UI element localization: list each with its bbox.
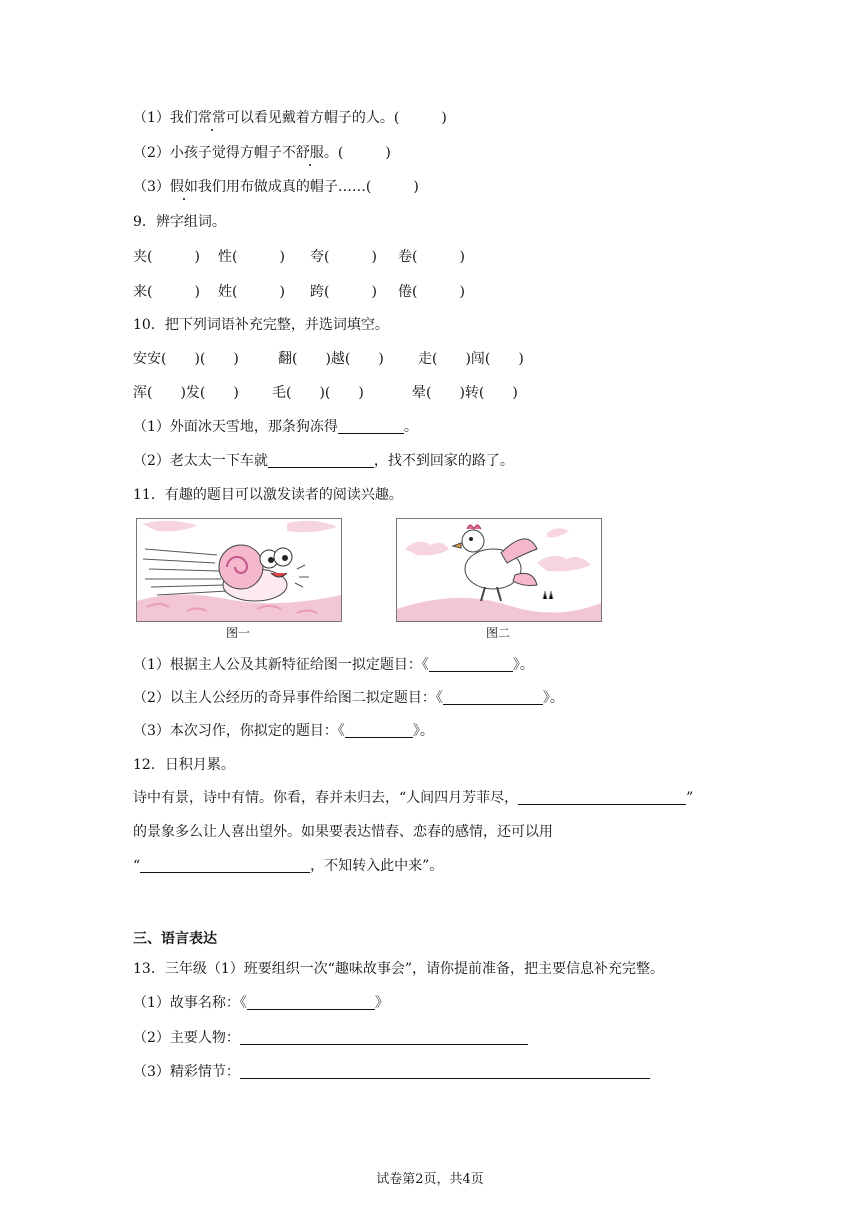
q10-sentence-2: （2）老太太一下车就 ，找不到回家的路了。 bbox=[133, 453, 514, 469]
q10-r1-c1[interactable]: 安安( )( ) bbox=[133, 351, 239, 367]
q13-title: 13．三年级（1）班要组织一次“趣味故事会”，请你提前准备，把主要信息补充完整。 bbox=[133, 961, 665, 977]
q11-title: 11．有趣的题目可以激发读者的阅读兴趣。 bbox=[133, 487, 403, 503]
q9-r2-c3[interactable]: 跨( ) bbox=[310, 284, 377, 300]
dotted-word: 舒服 bbox=[295, 145, 324, 161]
q10-r1-c2[interactable]: 翻( )越( ) bbox=[278, 351, 384, 367]
q12-line-3: “ ，不知转入此中来”。 bbox=[133, 858, 444, 874]
q12-title: 12．日积月累。 bbox=[133, 757, 235, 773]
q9-r2-c2[interactable]: 姓( ) bbox=[218, 284, 285, 300]
q8-item-2: （2）小孩子觉得方帽子不舒服。( ) bbox=[133, 145, 391, 161]
q9-r2-c1[interactable]: 来( ) bbox=[133, 284, 200, 300]
q13-item-1: （1）故事名称：《 》 bbox=[133, 995, 389, 1011]
answer-blank[interactable] bbox=[140, 858, 310, 873]
q13-item-2: （2）主要人物： bbox=[133, 1028, 528, 1048]
answer-blank[interactable] bbox=[345, 723, 413, 738]
q12-line-2: 的景象多么让人喜出望外。如果要表达惜春、恋春的感情，还可以用 bbox=[133, 824, 553, 840]
q13-item-3: （3）精彩情节： bbox=[133, 1062, 650, 1082]
figure-1-snail bbox=[136, 518, 342, 622]
q10-title: 10．把下列词语补充完整，并选词填空。 bbox=[133, 317, 389, 333]
answer-blank[interactable] bbox=[429, 657, 513, 672]
dotted-word: 假如 bbox=[169, 179, 198, 195]
q9-r2-c4[interactable]: 倦( ) bbox=[398, 284, 465, 300]
answer-blank[interactable] bbox=[338, 419, 404, 434]
q8-item-1: （1）我们常常可以看见戴着方帽子的人。( ) bbox=[133, 110, 447, 126]
q9-r1-c4[interactable]: 卷( ) bbox=[398, 249, 465, 265]
dotted-word: 常常 bbox=[197, 110, 226, 126]
q9-r1-c1[interactable]: 夹( ) bbox=[133, 249, 200, 265]
q12-line-1: 诗中有景，诗中有情。你看，春并未归去，“人间四月芳菲尽， ” bbox=[133, 790, 694, 806]
q9-r1-c2[interactable]: 性( ) bbox=[218, 249, 285, 265]
figure-1-caption: 图一 bbox=[226, 626, 251, 640]
figure-2-caption: 图二 bbox=[486, 626, 511, 640]
q8-item-3: （3）假如我们用布做成真的帽子……( ) bbox=[133, 179, 419, 195]
q11-sentence-2: （2）以主人公经历的奇异事件给图二拟定题目：《 》。 bbox=[133, 690, 564, 706]
figure-2-rooster bbox=[396, 518, 602, 622]
section-heading: 三、语言表达 bbox=[133, 931, 217, 947]
page-footer: 试卷第2页，共4页 bbox=[376, 1172, 484, 1187]
q11-sentence-1: （1）根据主人公及其新特征给图一拟定题目：《 》。 bbox=[133, 657, 534, 673]
q10-r1-c3[interactable]: 走( )闯( ) bbox=[418, 351, 524, 367]
q9-r1-c3[interactable]: 夸( ) bbox=[310, 249, 377, 265]
answer-blank[interactable] bbox=[443, 690, 543, 705]
q10-r2-c1[interactable]: 浑( )发( ) bbox=[133, 385, 239, 401]
answer-blank[interactable] bbox=[240, 1030, 528, 1045]
answer-blank[interactable] bbox=[247, 995, 375, 1010]
q10-r2-c2[interactable]: 毛( )( ) bbox=[272, 385, 364, 401]
q10-sentence-1: （1）外面冰天雪地，那条狗冻得 。 bbox=[133, 419, 418, 435]
answer-blank[interactable] bbox=[268, 453, 374, 468]
answer-blank[interactable] bbox=[518, 790, 686, 805]
answer-blank[interactable] bbox=[240, 1064, 650, 1079]
q11-sentence-3: （3）本次习作，你拟定的题目：《 》。 bbox=[133, 723, 434, 739]
q10-r2-c3[interactable]: 晕( )转( ) bbox=[412, 385, 518, 401]
snail-illustration bbox=[137, 519, 341, 621]
q9-title: 9．辨字组词。 bbox=[133, 214, 226, 230]
rooster-illustration bbox=[397, 519, 601, 621]
